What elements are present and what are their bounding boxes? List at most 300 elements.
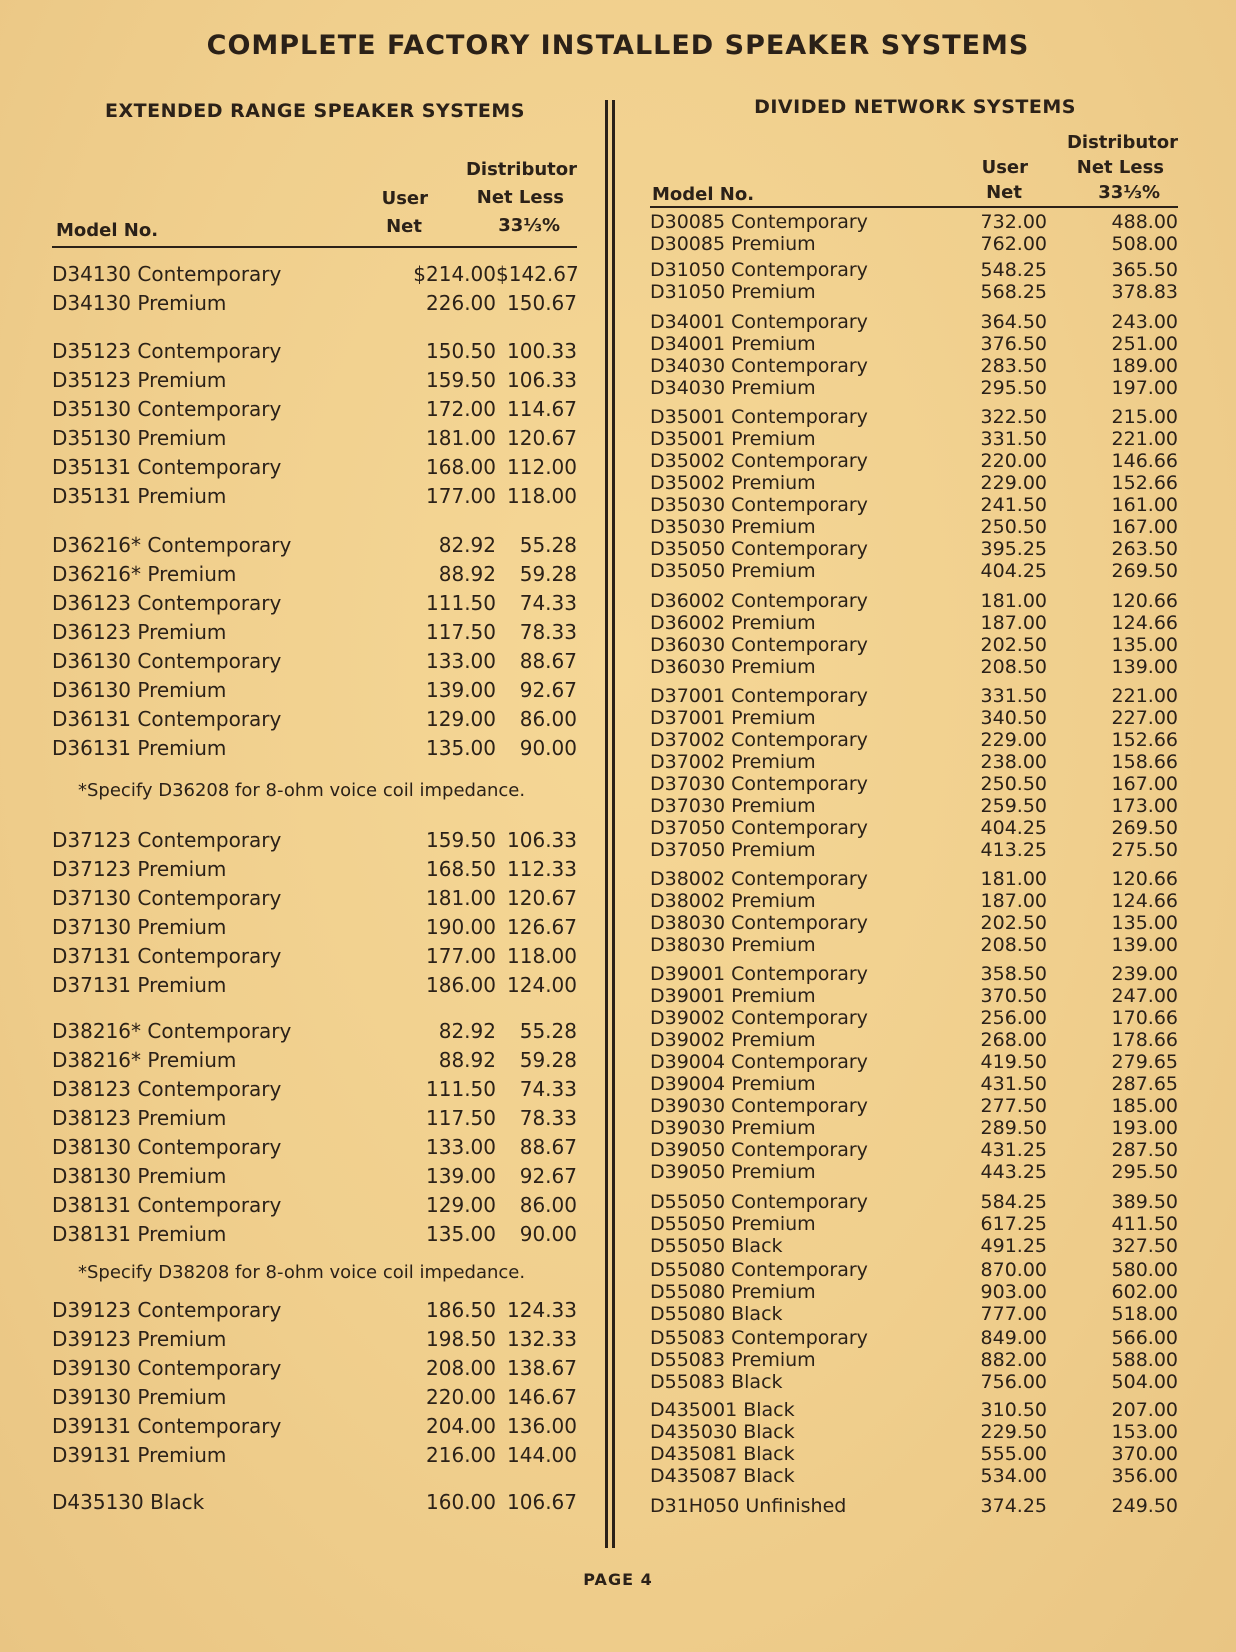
user-net-cell: 190.00 [426,915,496,939]
model-cell: D37131 Contemporary [52,944,282,968]
model-cell: D36030 Contemporary [650,634,868,656]
model-cell: D36131 Premium [52,736,227,760]
user-net-cell: 177.00 [426,484,496,508]
model-cell: D435001 Black [650,1399,795,1421]
model-cell: D37050 Premium [650,839,816,861]
table-row [52,1327,577,1356]
distributor-net-cell: 112.00 [507,455,577,479]
table-row [52,291,577,320]
model-cell: D39001 Premium [650,985,816,1007]
model-cell: D435087 Black [650,1465,795,1487]
user-net-cell: 88.92 [438,1048,496,1072]
left-section-title: EXTENDED RANGE SPEAKER SYSTEMS [105,100,525,122]
distributor-net-cell: 136.00 [507,1414,577,1438]
model-cell: D39131 Contemporary [52,1414,282,1438]
table-row [650,538,1178,560]
distributor-net-cell: 249.50 [1111,1495,1178,1517]
distributor-net-cell: 55.28 [519,1019,577,1043]
user-net-cell: 117.50 [426,1106,496,1130]
model-cell: D55050 Black [650,1235,783,1257]
user-net-cell: 135.00 [426,1222,496,1246]
distributor-net-cell: 86.00 [519,1193,577,1217]
model-cell: D35030 Contemporary [650,494,868,516]
distributor-net-cell: 135.00 [1111,634,1178,656]
table-row [650,494,1178,516]
user-net-cell: 374.25 [980,1495,1047,1517]
user-net-cell: 168.50 [426,857,496,881]
model-cell: D39131 Premium [52,1443,227,1467]
user-net-cell: 443.25 [980,1161,1047,1183]
model-cell: D36130 Premium [52,678,227,702]
distributor-net-cell: 150.67 [507,291,577,315]
model-cell: D36131 Contemporary [52,707,282,731]
table-row [52,533,577,562]
distributor-net-cell: 78.33 [519,620,577,644]
user-net-cell: 133.00 [426,649,496,673]
table-row [650,1371,1178,1393]
model-cell: D435081 Black [650,1443,795,1465]
user-net-cell: 82.92 [438,533,496,557]
model-cell: D35050 Premium [650,560,816,582]
model-cell: D36002 Contemporary [650,590,868,612]
table-row [650,1161,1178,1183]
model-cell: D35123 Contemporary [52,339,282,363]
page-title: COMPLETE FACTORY INSTALLED SPEAKER SYSTEMS [206,30,1030,61]
model-cell: D39123 Contemporary [52,1298,282,1322]
model-cell: D435130 Black [52,1490,205,1514]
user-net-cell: 404.25 [980,560,1047,582]
model-cell: D37131 Premium [52,973,227,997]
left-header-dist-2: Net Less [476,187,564,208]
model-cell: D55050 Contemporary [650,1191,868,1213]
table-row [650,259,1178,281]
right-header-dist-1: Distributor [1066,132,1178,153]
table-row [650,1139,1178,1161]
distributor-net-cell: 90.00 [519,736,577,760]
footnote-d36208: *Specify D36208 for 8-ohm voice coil impedance. [78,780,526,801]
right-header-rule [650,206,1178,208]
table-row [650,450,1178,472]
table-row [650,233,1178,255]
user-net-cell: 139.00 [426,678,496,702]
model-cell: D35130 Contemporary [52,397,282,421]
user-net-cell: 129.00 [426,1193,496,1217]
distributor-net-cell: 287.65 [1111,1073,1178,1095]
distributor-net-cell: 161.00 [1111,494,1178,516]
model-cell: D35131 Premium [52,484,227,508]
table-row [52,944,577,973]
user-net-cell: 431.50 [980,1073,1047,1095]
user-net-cell: 241.50 [980,494,1047,516]
distributor-net-cell: 120.66 [1111,590,1178,612]
user-net-cell: 295.50 [980,377,1047,399]
right-header-model: Model No. [652,184,755,205]
model-cell: D38216* Premium [52,1048,237,1072]
distributor-net-cell: 215.00 [1111,406,1178,428]
table-row [650,1421,1178,1443]
user-net-cell: 220.00 [426,1385,496,1409]
table-row [650,406,1178,428]
distributor-net-cell: 132.33 [507,1327,577,1351]
left-header-model: Model No. [56,220,159,241]
user-net-cell: 870.00 [980,1259,1047,1281]
model-cell: D37001 Contemporary [650,685,868,707]
model-cell: D38130 Premium [52,1164,227,1188]
table-row [650,355,1178,377]
distributor-net-cell: 185.00 [1111,1095,1178,1117]
table-row [650,560,1178,582]
table-row [650,1327,1178,1349]
table-row [52,1106,577,1135]
model-cell: D34001 Contemporary [650,311,868,333]
distributor-net-cell: 74.33 [519,1077,577,1101]
table-row [650,1051,1178,1073]
table-row [650,428,1178,450]
distributor-net-cell: 118.00 [507,484,577,508]
distributor-net-cell: 59.28 [519,562,577,586]
distributor-net-cell: 90.00 [519,1222,577,1246]
table-row [52,736,577,765]
user-net-cell: 395.25 [980,538,1047,560]
user-net-cell: 172.00 [426,397,496,421]
user-net-cell: 117.50 [426,620,496,644]
right-header-dist-2: Net Less [1076,157,1164,178]
user-net-cell: 111.50 [426,1077,496,1101]
user-net-cell: 208.50 [980,934,1047,956]
table-row [52,973,577,1002]
model-cell: D39002 Contemporary [650,1007,868,1029]
model-cell: D37002 Premium [650,751,816,773]
model-cell: D35130 Premium [52,426,227,450]
user-net-cell: 256.00 [980,1007,1047,1029]
user-net-cell: 340.50 [980,707,1047,729]
model-cell: D38030 Premium [650,934,816,956]
distributor-net-cell: 167.00 [1111,516,1178,538]
model-cell: D55080 Black [650,1303,783,1325]
user-net-cell: 310.50 [980,1399,1047,1421]
user-net-cell: 584.25 [980,1191,1047,1213]
distributor-net-cell: 221.00 [1111,428,1178,450]
user-net-cell: 534.00 [980,1465,1047,1487]
model-cell: D55083 Premium [650,1349,816,1371]
user-net-cell: 181.00 [980,868,1047,890]
model-cell: D31050 Premium [650,281,816,303]
user-net-cell: 238.00 [980,751,1047,773]
user-net-cell: 229.00 [980,472,1047,494]
table-row [52,426,577,455]
distributor-net-cell: 508.00 [1111,233,1178,255]
model-cell: D39001 Contemporary [650,963,868,985]
user-net-cell: 903.00 [980,1281,1047,1303]
distributor-net-cell: 144.00 [507,1443,577,1467]
table-row [650,985,1178,1007]
table-row [52,1077,577,1106]
table-row [52,562,577,591]
model-cell: D36123 Premium [52,620,227,644]
table-row [52,1385,577,1414]
distributor-net-cell: 167.00 [1111,773,1178,795]
user-net-cell: 135.00 [426,736,496,760]
model-cell: D37030 Premium [650,795,816,817]
user-net-cell: 413.25 [980,839,1047,861]
distributor-net-cell: 120.66 [1111,868,1178,890]
user-net-cell: 202.50 [980,634,1047,656]
table-row [650,1281,1178,1303]
distributor-net-cell: 295.50 [1111,1161,1178,1183]
model-cell: D39130 Premium [52,1385,227,1409]
model-cell: D39130 Contemporary [52,1356,282,1380]
user-net-cell: 882.00 [980,1349,1047,1371]
model-cell: D30085 Contemporary [650,211,868,233]
distributor-net-cell: 152.66 [1111,472,1178,494]
table-row [52,1164,577,1193]
table-row [52,1356,577,1385]
distributor-net-cell: 114.67 [507,397,577,421]
model-cell: D35131 Contemporary [52,455,282,479]
user-net-cell: 181.00 [426,886,496,910]
model-cell: D39004 Contemporary [650,1051,868,1073]
user-net-cell: 331.50 [980,428,1047,450]
table-row [52,678,577,707]
table-row [650,1117,1178,1139]
left-header-rule [52,246,577,248]
model-cell: D38131 Contemporary [52,1193,282,1217]
table-row [52,368,577,397]
user-net-cell: 376.50 [980,333,1047,355]
user-net-cell: 204.00 [426,1414,496,1438]
distributor-net-cell: 580.00 [1111,1259,1178,1281]
distributor-net-cell: 135.00 [1111,912,1178,934]
distributor-net-cell: 263.50 [1111,538,1178,560]
distributor-net-cell: 146.67 [507,1385,577,1409]
model-cell: D36216* Contemporary [52,533,292,557]
user-net-cell: 202.50 [980,912,1047,934]
user-net-cell: 762.00 [980,233,1047,255]
model-cell: D39004 Premium [650,1073,816,1095]
distributor-net-cell: 504.00 [1111,1371,1178,1393]
model-cell: D37002 Contemporary [650,729,868,751]
model-cell: D37001 Premium [650,707,816,729]
model-cell: D35001 Contemporary [650,406,868,428]
model-cell: D37030 Contemporary [650,773,868,795]
user-net-cell: 177.00 [426,944,496,968]
table-row [52,1222,577,1251]
distributor-net-cell: 243.00 [1111,311,1178,333]
user-net-cell: 150.50 [426,339,496,363]
table-row [52,1135,577,1164]
distributor-net-cell: 193.00 [1111,1117,1178,1139]
table-row [52,915,577,944]
user-net-cell: 111.50 [426,591,496,615]
distributor-net-cell: 139.00 [1111,656,1178,678]
model-cell: D30085 Premium [650,233,816,255]
distributor-net-cell: 59.28 [519,1048,577,1072]
distributor-net-cell: 106.33 [507,368,577,392]
table-row [52,262,577,291]
model-cell: D38130 Contemporary [52,1135,282,1159]
model-cell: D36002 Premium [650,612,816,634]
table-row [52,339,577,368]
table-row [650,890,1178,912]
model-cell: D34030 Contemporary [650,355,868,377]
model-cell: D39030 Contemporary [650,1095,868,1117]
distributor-net-cell: 106.33 [507,828,577,852]
user-net-cell: 220.00 [980,450,1047,472]
distributor-net-cell: 287.50 [1111,1139,1178,1161]
user-net-cell: 216.00 [426,1443,496,1467]
distributor-net-cell: 74.33 [519,591,577,615]
right-header-user-1: User [981,157,1028,178]
model-cell: D38123 Contemporary [52,1077,282,1101]
distributor-net-cell: 118.00 [507,944,577,968]
model-cell: D31H050 Unfinished [650,1495,847,1517]
model-cell: D38002 Contemporary [650,868,868,890]
table-row [52,1298,577,1327]
table-row [52,1019,577,1048]
table-row [52,1193,577,1222]
distributor-net-cell: 269.50 [1111,560,1178,582]
user-net-cell: 322.50 [980,406,1047,428]
model-cell: D35001 Premium [650,428,816,450]
user-net-cell: 277.50 [980,1095,1047,1117]
distributor-net-cell: 86.00 [519,707,577,731]
distributor-net-cell: $142.67 [496,262,579,286]
user-net-cell: 777.00 [980,1303,1047,1325]
model-cell: D55050 Premium [650,1213,816,1235]
distributor-net-cell: 588.00 [1111,1349,1178,1371]
distributor-net-cell: 275.50 [1111,839,1178,861]
distributor-net-cell: 139.00 [1111,934,1178,956]
table-row [650,1303,1178,1325]
table-row [52,1414,577,1443]
table-row [52,857,577,886]
table-row [52,397,577,426]
distributor-net-cell: 247.00 [1111,985,1178,1007]
user-net-cell: 568.25 [980,281,1047,303]
user-net-cell: 229.00 [980,729,1047,751]
distributor-net-cell: 158.66 [1111,751,1178,773]
distributor-net-cell: 197.00 [1111,377,1178,399]
user-net-cell: 259.50 [980,795,1047,817]
distributor-net-cell: 251.00 [1111,333,1178,355]
user-net-cell: 186.00 [426,973,496,997]
table-row [650,311,1178,333]
left-header-dist-3: 33⅓% [498,215,560,236]
user-net-cell: 289.50 [980,1117,1047,1139]
user-net-cell: 208.00 [426,1356,496,1380]
distributor-net-cell: 602.00 [1111,1281,1178,1303]
model-cell: D38002 Premium [650,890,816,912]
distributor-net-cell: 100.33 [507,339,577,363]
user-net-cell: 208.50 [980,656,1047,678]
model-cell: D35123 Premium [52,368,227,392]
distributor-net-cell: 566.00 [1111,1327,1178,1349]
user-net-cell: 431.25 [980,1139,1047,1161]
user-net-cell: 159.50 [426,368,496,392]
table-row [650,516,1178,538]
table-row [52,1048,577,1077]
user-net-cell: 159.50 [426,828,496,852]
distributor-net-cell: 279.65 [1111,1051,1178,1073]
model-cell: D435030 Black [650,1421,795,1443]
model-cell: D39123 Premium [52,1327,227,1351]
table-row [650,751,1178,773]
table-row [650,590,1178,612]
footnote-d38208: *Specify D38208 for 8-ohm voice coil impedance. [78,1262,526,1283]
distributor-net-cell: 124.33 [507,1298,577,1322]
table-row [52,1490,577,1519]
user-net-cell: 364.50 [980,311,1047,333]
table-row [650,1029,1178,1051]
model-cell: D34030 Premium [650,377,816,399]
user-net-cell: 268.00 [980,1029,1047,1051]
user-net-cell: 491.25 [980,1235,1047,1257]
table-row [52,1443,577,1472]
model-cell: D36130 Contemporary [52,649,282,673]
right-section-title: DIVIDED NETWORK SYSTEMS [754,96,1076,118]
model-cell: D39030 Premium [650,1117,816,1139]
distributor-net-cell: 488.00 [1111,211,1178,233]
table-row [52,886,577,915]
user-net-cell: 370.50 [980,985,1047,1007]
distributor-net-cell: 153.00 [1111,1421,1178,1443]
distributor-net-cell: 221.00 [1111,685,1178,707]
model-cell: D38123 Premium [52,1106,227,1130]
user-net-cell: 139.00 [426,1164,496,1188]
user-net-cell: 732.00 [980,211,1047,233]
user-net-cell: 160.00 [426,1490,496,1514]
table-row [650,707,1178,729]
user-net-cell: 283.50 [980,355,1047,377]
table-row [650,1495,1178,1517]
distributor-net-cell: 124.66 [1111,890,1178,912]
table-row [650,1465,1178,1487]
table-row [650,912,1178,934]
distributor-net-cell: 356.00 [1111,1465,1178,1487]
user-net-cell: 404.25 [980,817,1047,839]
model-cell: D37130 Premium [52,915,227,939]
distributor-net-cell: 173.00 [1111,795,1178,817]
user-net-cell: 555.00 [980,1443,1047,1465]
table-row [650,1191,1178,1213]
table-row [650,1073,1178,1095]
user-net-cell: 358.50 [980,963,1047,985]
model-cell: D36216* Premium [52,562,237,586]
table-row [650,1349,1178,1371]
right-header-user-2: Net [986,182,1022,203]
table-row [650,934,1178,956]
table-row [650,1399,1178,1421]
table-row [650,1213,1178,1235]
distributor-net-cell: 269.50 [1111,817,1178,839]
distributor-net-cell: 411.50 [1111,1213,1178,1235]
table-row [52,620,577,649]
distributor-net-cell: 365.50 [1111,259,1178,281]
table-row [650,1095,1178,1117]
table-row [650,1007,1178,1029]
table-row [650,839,1178,861]
table-row [650,656,1178,678]
distributor-net-cell: 124.00 [507,973,577,997]
distributor-net-cell: 138.67 [507,1356,577,1380]
table-row [650,333,1178,355]
table-row [52,649,577,678]
user-net-cell: 250.50 [980,516,1047,538]
table-row [650,634,1178,656]
page-number: PAGE 4 [583,1570,653,1589]
user-net-cell: $214.00 [413,262,496,286]
user-net-cell: 133.00 [426,1135,496,1159]
